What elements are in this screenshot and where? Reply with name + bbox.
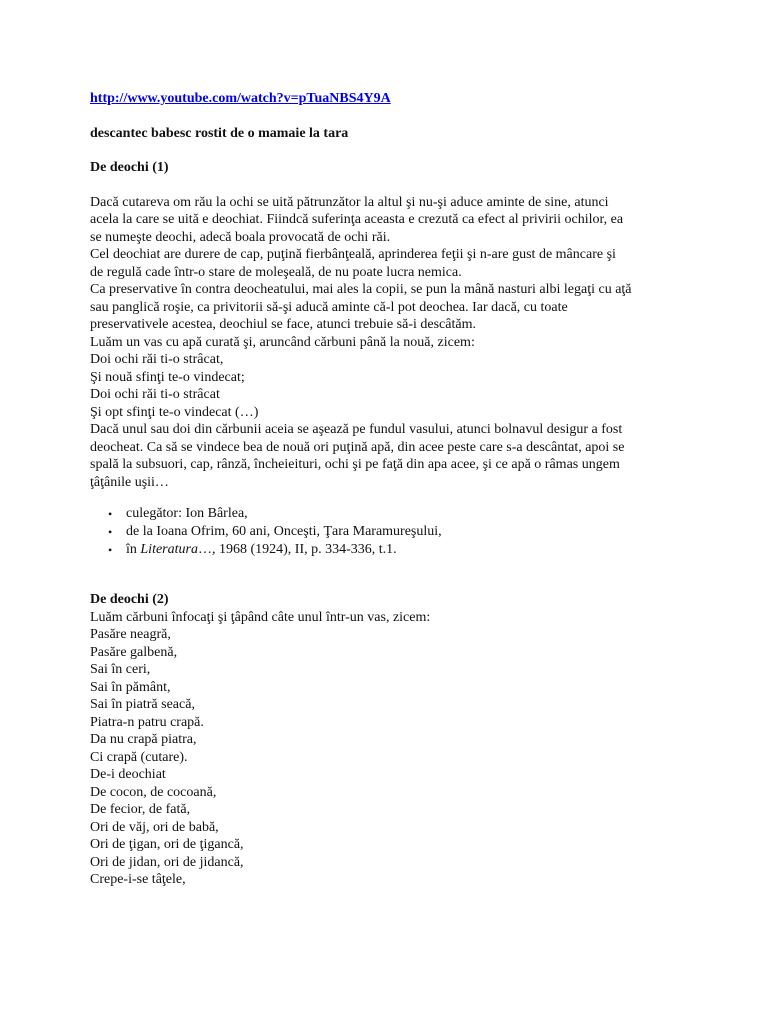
text-line: ţâţânile uşii… [90,474,169,490]
verse-line: Pasăre galbenă, [90,644,178,660]
youtube-link[interactable]: http://www.youtube.com/watch?v=pTuaNBS4Y9A [90,91,391,106]
verse-line: Da nu crapă piatra, [90,732,197,747]
verse-line: De-i deochiat [90,767,166,782]
source-text: de la Ioana Ofrim, 60 ani, Onceşti, Ţara Maramureşului, [126,524,442,539]
text-line: Ca preservative în contra deocheatului, mai ales la copii, se pun la mână nasturi albi legaţi cu aţă [90,282,632,297]
section-2 [90,591,690,889]
text-line: Dacă unul sau doi din cărbunii aceia se aşează pe fundul vasului, atunci bolnavul desigur a fost [90,422,623,437]
text-line: Cel deochiat are durere de cap, puţină fierbânţeală, aprinderea feţii şi n-are gust de mâncare şi [90,247,616,262]
verse-line: Doi ochi răi ti-o strâcat, [90,352,224,367]
verse-line: Piatra-n patru crapă. [90,714,204,730]
text-line: acela la care se uită e deochiat. Fiindcă suferinţa aceasta e crezută ca efect al privirii ochilor, ea [90,212,624,227]
verse-line: Ori de văj, ori de babă, [90,819,219,835]
text-line: deocheat. Ca să se vindece bea de nouă ori puţină apă, din acee peste care s-a descântat, apoi se [90,439,625,455]
sources-list [90,505,690,559]
section-1-body [90,194,690,492]
bullet-icon: • [108,525,113,539]
section-heading-2: De deochi (2) [90,592,169,607]
text-line: Luăm cărbuni înfocaţi şi ţâpând câte unul într-un vas, zicem: [90,609,431,625]
source-prefix: în [126,542,141,557]
list-item [108,541,690,559]
text-line: Luăm un vas cu apă curată şi, aruncând cărbuni până la nouă, zicem: [90,334,475,350]
text-line: sau panglică roşie, ca privitorii să-şi aducă aminte că-l pot deochea. Iar dacă, cu toate [90,299,568,315]
verse-line: Sai în piatră seacă, [90,697,195,712]
source-text: culegător: Ion Bârlea, [126,506,248,521]
verse-line: Crepe-i-se tâţele, [90,872,186,887]
document-subtitle: descantec babesc rostit de o mamaie la tara [90,125,349,141]
verse-line: Doi ochi răi ti-o strâcat [90,387,220,402]
list-item [108,523,690,541]
source-title: Literatura [140,542,198,557]
text-line: Dacă cutareva om rău la ochi se uită pătrunzător la altul şi nu-şi aduce aminte de sine, atunci [90,194,609,210]
verse-line: De cocon, de cocoană, [90,784,217,800]
section-heading-1: De deochi (1) [90,160,169,175]
text-line: de regulă cade într-o stare de moleşeală, de nu poate lucra nemica. [90,264,462,280]
verse-line: Pasăre neagră, [90,627,171,642]
bullet-icon: • [108,543,113,557]
text-line: preservativele acestea, deochiul se face, atunci trebuie să-i descâtăm. [90,317,476,332]
verse-line: Ci crapă (cutare). [90,749,188,765]
bullet-icon: • [108,507,113,521]
text-line: se numeşte deochi, adecă boala provocată de ochi răi. [90,229,391,245]
document-page [90,90,690,889]
verse-line: Sai în ceri, [90,662,151,677]
verse-line: Şi nouă sfinţi te-o vindecat; [90,369,245,385]
verse-line: Şi opt sfinţi te-o vindecat (…) [90,404,259,420]
verse-line: Sai în pământ, [90,679,171,695]
text-line: spală la subsuori, cap, rânză, încheieituri, ochi şi pe faţă din apa acee, şi ce apă o râmas ungem [90,457,620,472]
verse-line: Ori de jidan, ori de jidancă, [90,854,244,870]
verse-line: De fecior, de fată, [90,802,191,817]
list-item [108,505,690,523]
verse-line: Ori de ţigan, ori de ţigancă, [90,837,244,852]
section-2-body [90,609,690,889]
source-suffix: …, 1968 (1924), II, p. 334-336, t.1. [197,542,397,557]
